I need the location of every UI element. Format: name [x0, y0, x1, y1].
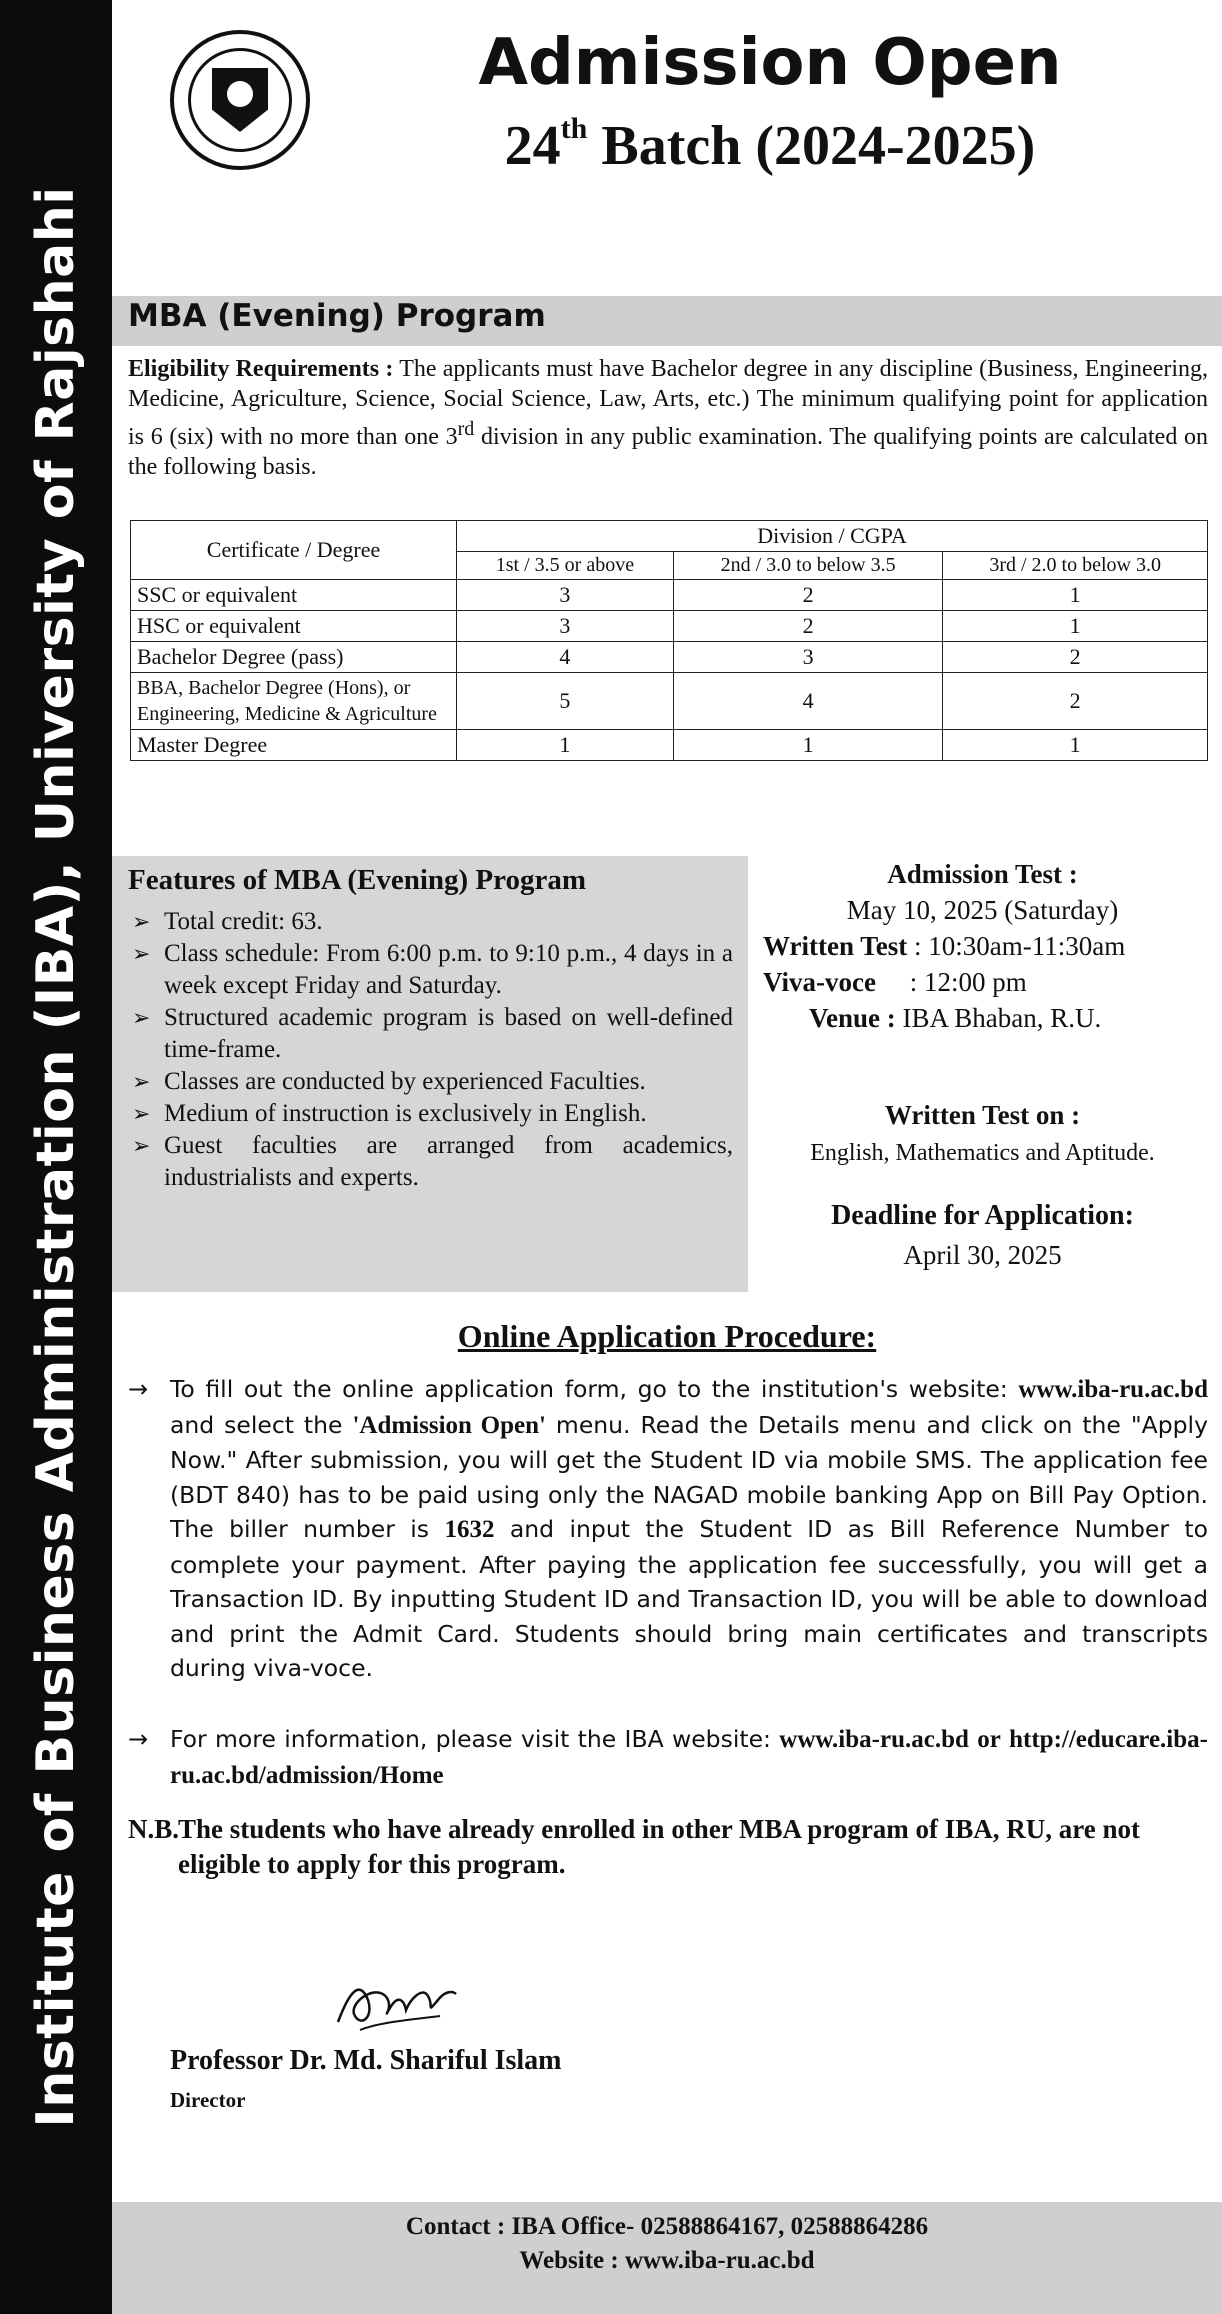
- footer-website-link[interactable]: www.iba-ru.ac.bd: [624, 2247, 815, 2274]
- admission-test-block: [755, 856, 1210, 1036]
- bullet-arrow-icon: ➢: [132, 1101, 151, 1126]
- header-certificate: Certificate / Degree: [131, 521, 457, 580]
- website-link[interactable]: www.iba-ru.ac.bd: [779, 1726, 969, 1753]
- table-row: [131, 611, 1208, 642]
- features-title: Features of MBA (Evening) Program: [128, 864, 587, 896]
- cell-value: 4: [673, 673, 942, 730]
- website-line: Website : www.iba-ru.ac.bd: [519, 2247, 815, 2274]
- cell-value: 1: [673, 730, 942, 761]
- admission-test-title: Admission Test :: [887, 859, 1078, 889]
- more-info-paragraph: → For more information, please visit the IBA website: www.iba-ru.ac.bd or http://educare.iba-ru.ac.bd/admission/Home: [128, 1722, 1208, 1793]
- contact-block: [112, 2210, 1222, 2278]
- arrow-right-icon: →: [128, 1725, 149, 1753]
- table-row: [131, 642, 1208, 673]
- side-band: [0, 0, 112, 2314]
- venue-row: Venue : IBA Bhaban, R.U.: [809, 1003, 1102, 1033]
- bullet-arrow-icon: ➢: [132, 941, 151, 966]
- header-division: Division / CGPA: [457, 521, 1208, 552]
- deadline-date: April 30, 2025: [903, 1240, 1062, 1270]
- row-label: HSC or equivalent: [131, 611, 457, 642]
- cell-value: 1: [457, 730, 674, 761]
- deadline-title: Deadline for Application:: [831, 1200, 1134, 1231]
- procedure-paragraph: → To fill out the online application form, go to the institution's website: www.iba-ru.ac.bd and select the 'Admission Open' menu. Read the Details menu and click on the "Apply Now." After submission, you will get the Student ID via mobile SMS. The application fee (BDT 840) has to be paid using only the NAGAD mobile banking App on Bill Pay Option. The biller number is 1632 and input the Student ID as Bill Reference Number to complete your payment. After paying the application fee successfully, you will get a Transaction ID. By inputting Student ID and Transaction ID, you will be able to download and print the Admit Card. Students should bring main certificates and transcripts during viva-voce.: [128, 1372, 1208, 1686]
- cell-value: 1: [943, 611, 1208, 642]
- educare-link[interactable]: http://educare.iba-ru.ac.bd/admission/Home: [170, 1726, 1208, 1789]
- written-test-subjects: English, Mathematics and Aptitude.: [810, 1140, 1155, 1166]
- bullet-arrow-icon: ➢: [132, 1069, 151, 1094]
- written-test-row: Written Test : 10:30am-11:30am: [763, 931, 1126, 961]
- bullet-arrow-icon: ➢: [132, 909, 151, 934]
- eligibility-text: Eligibility Requirements : The applicants must have Bachelor degree in any discipline (Business, Engineering, Medicine, Agriculture, Science, Social Science, Law, Arts, etc.) The minimum qualifying point for application is 6 (six) with no more than one 3rd division in any public examination. The qualifying points are calculated on the following basis.: [128, 356, 1209, 480]
- cell-value: 2: [943, 673, 1208, 730]
- table-row: [131, 730, 1208, 761]
- table-row: [131, 673, 1208, 730]
- batch-title: 24th Batch (2024-2025): [504, 112, 1036, 177]
- cell-value: 3: [457, 611, 674, 642]
- viva-voce-row: Viva-voce : 12:00 pm: [763, 967, 1027, 997]
- qualifying-points-table: [130, 520, 1208, 761]
- table-row: [131, 580, 1208, 611]
- features-list: [128, 906, 733, 1194]
- list-item: ➢ Class schedule: From 6:00 p.m. to 9:10 p.m., 4 days in a week except Friday and Saturday.: [132, 940, 733, 999]
- cell-value: 5: [457, 673, 674, 730]
- column-header: 1st / 3.5 or above: [457, 552, 674, 580]
- admission-test-date: May 10, 2025 (Saturday): [846, 895, 1119, 925]
- procedure-title: Online Application Procedure:: [457, 1318, 877, 1354]
- list-item: ➢ Guest faculties are arranged from academics, industrialists and experts.: [132, 1132, 733, 1191]
- bullet-arrow-icon: ➢: [132, 1005, 151, 1030]
- list-item: ➢ Total credit: 63.: [128, 906, 733, 938]
- university-logo: [170, 30, 310, 170]
- column-header: 3rd / 2.0 to below 3.0: [943, 552, 1208, 580]
- bullet-arrow-icon: ➢: [132, 1133, 151, 1158]
- contact-line: Contact : IBA Office- 02588864167, 02588864286: [405, 2213, 929, 2240]
- list-item: ➢ Classes are conducted by experienced Faculties.: [128, 1066, 733, 1098]
- page-title: Admission Open: [478, 26, 1062, 100]
- row-label: BBA, Bachelor Degree (Hons), or Engineering, Medicine & Agriculture: [131, 673, 457, 730]
- arrow-right-icon: →: [128, 1375, 149, 1403]
- signature: [330, 1970, 460, 2040]
- row-label: SSC or equivalent: [131, 580, 457, 611]
- row-label: Master Degree: [131, 730, 457, 761]
- director-title: Director: [170, 2088, 246, 2112]
- note: N.B. The students who have already enrolled in other MBA program of IBA, RU, are not eligible to apply for this program.: [128, 1814, 1141, 1879]
- cell-value: 3: [457, 580, 674, 611]
- cell-value: 1: [943, 580, 1208, 611]
- cell-value: 2: [673, 611, 942, 642]
- list-item: ➢ Medium of instruction is exclusively in English.: [128, 1098, 733, 1130]
- cell-value: 2: [943, 642, 1208, 673]
- row-label: Bachelor Degree (pass): [131, 642, 457, 673]
- cell-value: 4: [457, 642, 674, 673]
- written-test-on-title: Written Test on :: [884, 1100, 1081, 1130]
- column-header: 2nd / 3.0 to below 3.5: [673, 552, 942, 580]
- sun-icon: [227, 81, 253, 107]
- table-header-row: [131, 521, 1208, 552]
- program-title: MBA (Evening) Program: [128, 298, 546, 334]
- cell-value: 2: [673, 580, 942, 611]
- website-link[interactable]: www.iba-ru.ac.bd: [1018, 1376, 1208, 1403]
- cell-value: 3: [673, 642, 942, 673]
- director-name: Professor Dr. Md. Shariful Islam: [170, 2045, 562, 2076]
- list-item: ➢ Structured academic program is based on well-defined time-frame.: [132, 1004, 733, 1063]
- institute-vertical-title: Institute of Business Administration (IBA), University of Rajshahi: [26, 186, 86, 2128]
- cell-value: 1: [943, 730, 1208, 761]
